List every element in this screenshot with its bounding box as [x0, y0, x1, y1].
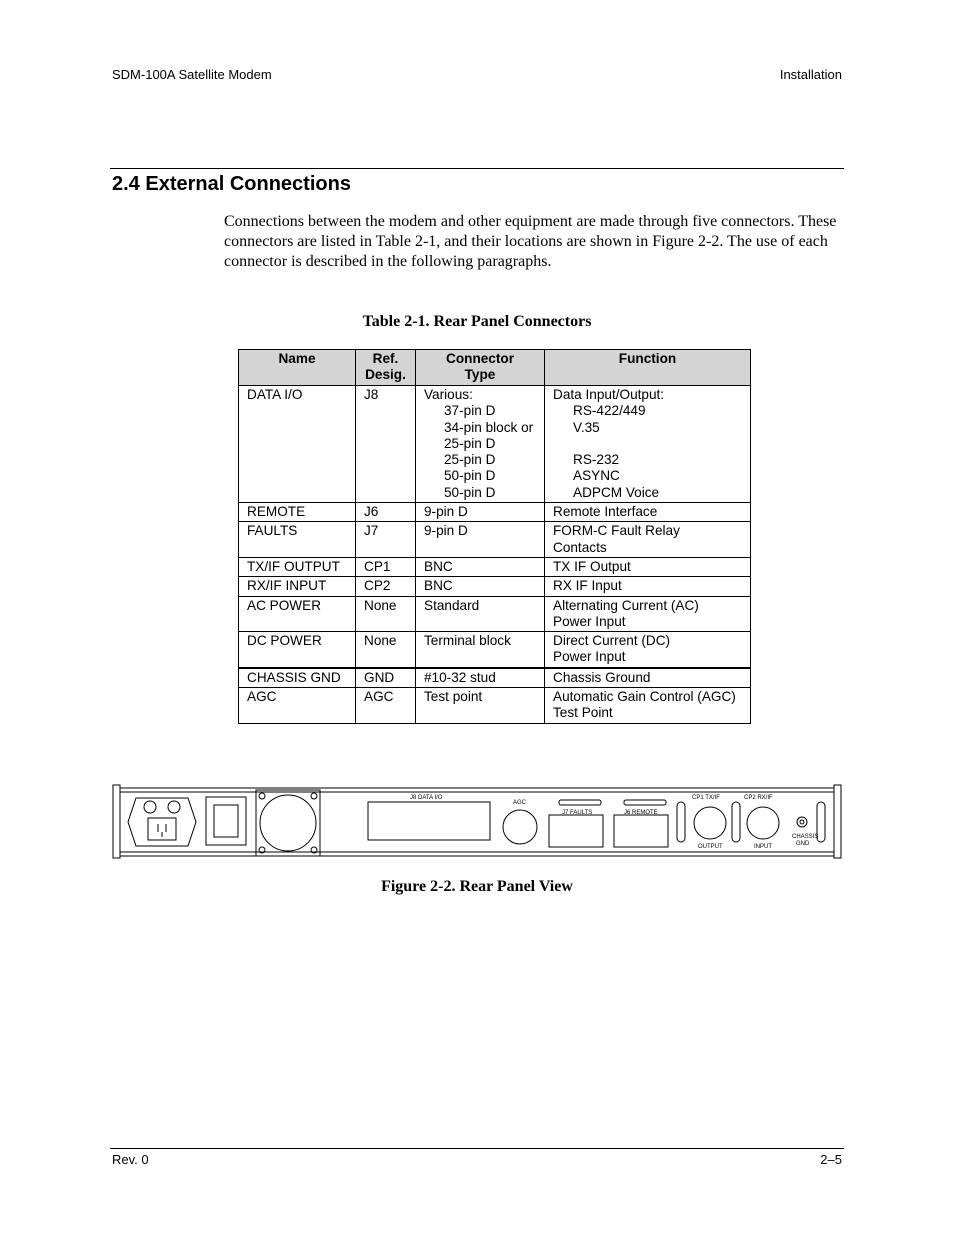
table-row	[239, 522, 751, 558]
function-line: Direct Current (DC)	[553, 633, 671, 649]
function-line: Alternating Current (AC)	[553, 597, 699, 613]
table-header-row	[239, 350, 751, 386]
fan-grille	[256, 790, 320, 856]
page-number: 2–5	[820, 1152, 842, 1167]
label-gnd: GND	[796, 841, 810, 847]
type-line: 25-pin D	[444, 435, 496, 451]
cell-name: RX/IF INPUT	[239, 577, 356, 596]
vent-slot	[677, 802, 685, 842]
type-line: 37-pin D	[444, 403, 496, 419]
label-j8: J8 DATA I/O	[410, 795, 443, 801]
figure-caption: Figure 2-2. Rear Panel View	[381, 878, 573, 895]
cell-name: CHASSIS GND	[239, 668, 356, 688]
header-connector-type	[416, 350, 545, 386]
table-row	[239, 668, 751, 688]
cell-name: TX/IF OUTPUT	[239, 557, 356, 576]
function-line: Data Input/Output:	[553, 387, 665, 402]
label-j7: J7 FAULTS	[562, 810, 593, 816]
header-ref-desig	[356, 350, 416, 386]
cell-type: 9-pin D	[416, 503, 545, 522]
cell-type: BNC	[416, 577, 545, 596]
header-function: Function	[545, 350, 751, 386]
cell-type	[416, 386, 545, 503]
dc-power-block	[206, 797, 246, 845]
function-line: RS-422/449	[573, 403, 646, 419]
cell-ref: GND	[356, 668, 416, 688]
function-line: FORM-C Fault Relay	[553, 523, 680, 539]
function-line: Power Input	[553, 613, 626, 629]
footer-rule	[110, 1148, 844, 1149]
cp1-tx-if-bnc	[694, 807, 726, 839]
section-title: 2.4 External Connections	[112, 173, 351, 195]
j7-faults-connector	[549, 800, 603, 847]
cell-type: Standard	[416, 596, 545, 632]
cell-name: AGC	[239, 688, 356, 724]
label-j6: J6 REMOTE	[624, 810, 658, 816]
function-line	[553, 436, 744, 452]
panel-outline	[120, 788, 834, 856]
table-caption: Table 2-1. Rear Panel Connectors	[362, 313, 592, 330]
rear-panel-connectors-table	[238, 349, 751, 724]
j6-remote-connector	[614, 800, 668, 847]
page-header-left: SDM-100A Satellite Modem	[112, 67, 272, 82]
cell-ref: None	[356, 596, 416, 632]
type-line: Various:	[424, 387, 473, 402]
function-line: ADPCM Voice	[573, 484, 660, 500]
cell-name: FAULTS	[239, 522, 356, 558]
ac-power-inlet	[128, 798, 196, 846]
table-row	[239, 596, 751, 632]
cell-name: DC POWER	[239, 632, 356, 668]
cell-ref: None	[356, 632, 416, 668]
j8-data-io-connector	[368, 802, 490, 840]
table-row	[239, 632, 751, 668]
header-name: Name	[239, 350, 356, 386]
cell-type: BNC	[416, 557, 545, 576]
function-line: Test Point	[553, 705, 613, 721]
cell-type: Test point	[416, 688, 545, 724]
cell-function	[545, 386, 751, 503]
page-header-right: Installation	[779, 67, 842, 82]
table-row	[239, 577, 751, 596]
function-line: Automatic Gain Control (AGC)	[553, 689, 736, 705]
type-line: 50-pin D	[444, 484, 496, 500]
cell-type: Terminal block	[416, 632, 545, 668]
function-line: Power Input	[553, 649, 626, 665]
header-type-line2: Type	[464, 367, 496, 383]
cell-function	[545, 688, 751, 724]
table-row	[239, 503, 751, 522]
table-row	[239, 557, 751, 576]
type-line: 50-pin D	[444, 468, 496, 484]
cell-function	[545, 632, 751, 668]
cell-ref: J7	[356, 522, 416, 558]
cell-name: REMOTE	[239, 503, 356, 522]
type-line: 25-pin D	[444, 452, 496, 468]
cell-function	[545, 522, 751, 558]
cell-function: TX IF Output	[545, 557, 751, 576]
right-flange	[834, 785, 841, 858]
label-chassis: CHASSIS	[792, 834, 819, 840]
table-row	[239, 688, 751, 724]
label-cp1: CP1 TX/IF	[692, 795, 720, 801]
function-line: RS-232	[573, 452, 620, 468]
cp2-rx-if-bnc	[747, 807, 779, 839]
header-ref-line2: Desig.	[365, 367, 406, 383]
chassis-gnd-stud	[797, 817, 807, 827]
header-type-line1: Connector	[446, 351, 514, 366]
cell-function: Chassis Ground	[545, 668, 751, 688]
function-line: V.35	[573, 419, 600, 435]
cell-name: DATA I/O	[239, 386, 356, 503]
cell-ref: CP1	[356, 557, 416, 576]
rear-panel-drawing	[112, 782, 842, 862]
cell-type: 9-pin D	[416, 522, 545, 558]
cell-ref: J8	[356, 386, 416, 503]
cell-ref: J6	[356, 503, 416, 522]
cell-ref: AGC	[356, 688, 416, 724]
label-input: INPUT	[754, 844, 772, 850]
table-row	[239, 386, 751, 503]
cell-function: RX IF Input	[545, 577, 751, 596]
cell-function: Remote Interface	[545, 503, 751, 522]
agc-test-point	[503, 810, 537, 844]
label-output: OUTPUT	[698, 844, 723, 850]
function-line: Contacts	[553, 539, 607, 555]
function-line: ASYNC	[573, 468, 620, 484]
intro-paragraph: Connections between the modem and other equipment are made through five connectors. These connectors are listed in Table 2-1, and their locations are shown in Figure 2-2. The use of each connector is described in the following paragraphs.	[224, 213, 837, 270]
cell-name: AC POWER	[239, 596, 356, 632]
cell-ref: CP2	[356, 577, 416, 596]
header-rule	[110, 168, 844, 169]
cell-type: #10-32 stud	[416, 668, 545, 688]
page-footer-left: Rev. 0	[112, 1152, 149, 1167]
left-flange	[113, 785, 120, 858]
header-ref-line1: Ref.	[372, 351, 399, 366]
type-line: 34-pin block or	[444, 419, 534, 435]
vent-slot	[732, 802, 740, 842]
cell-function	[545, 596, 751, 632]
label-agc: AGC	[513, 800, 527, 806]
label-cp2: CP2 RX/IF	[744, 795, 773, 801]
